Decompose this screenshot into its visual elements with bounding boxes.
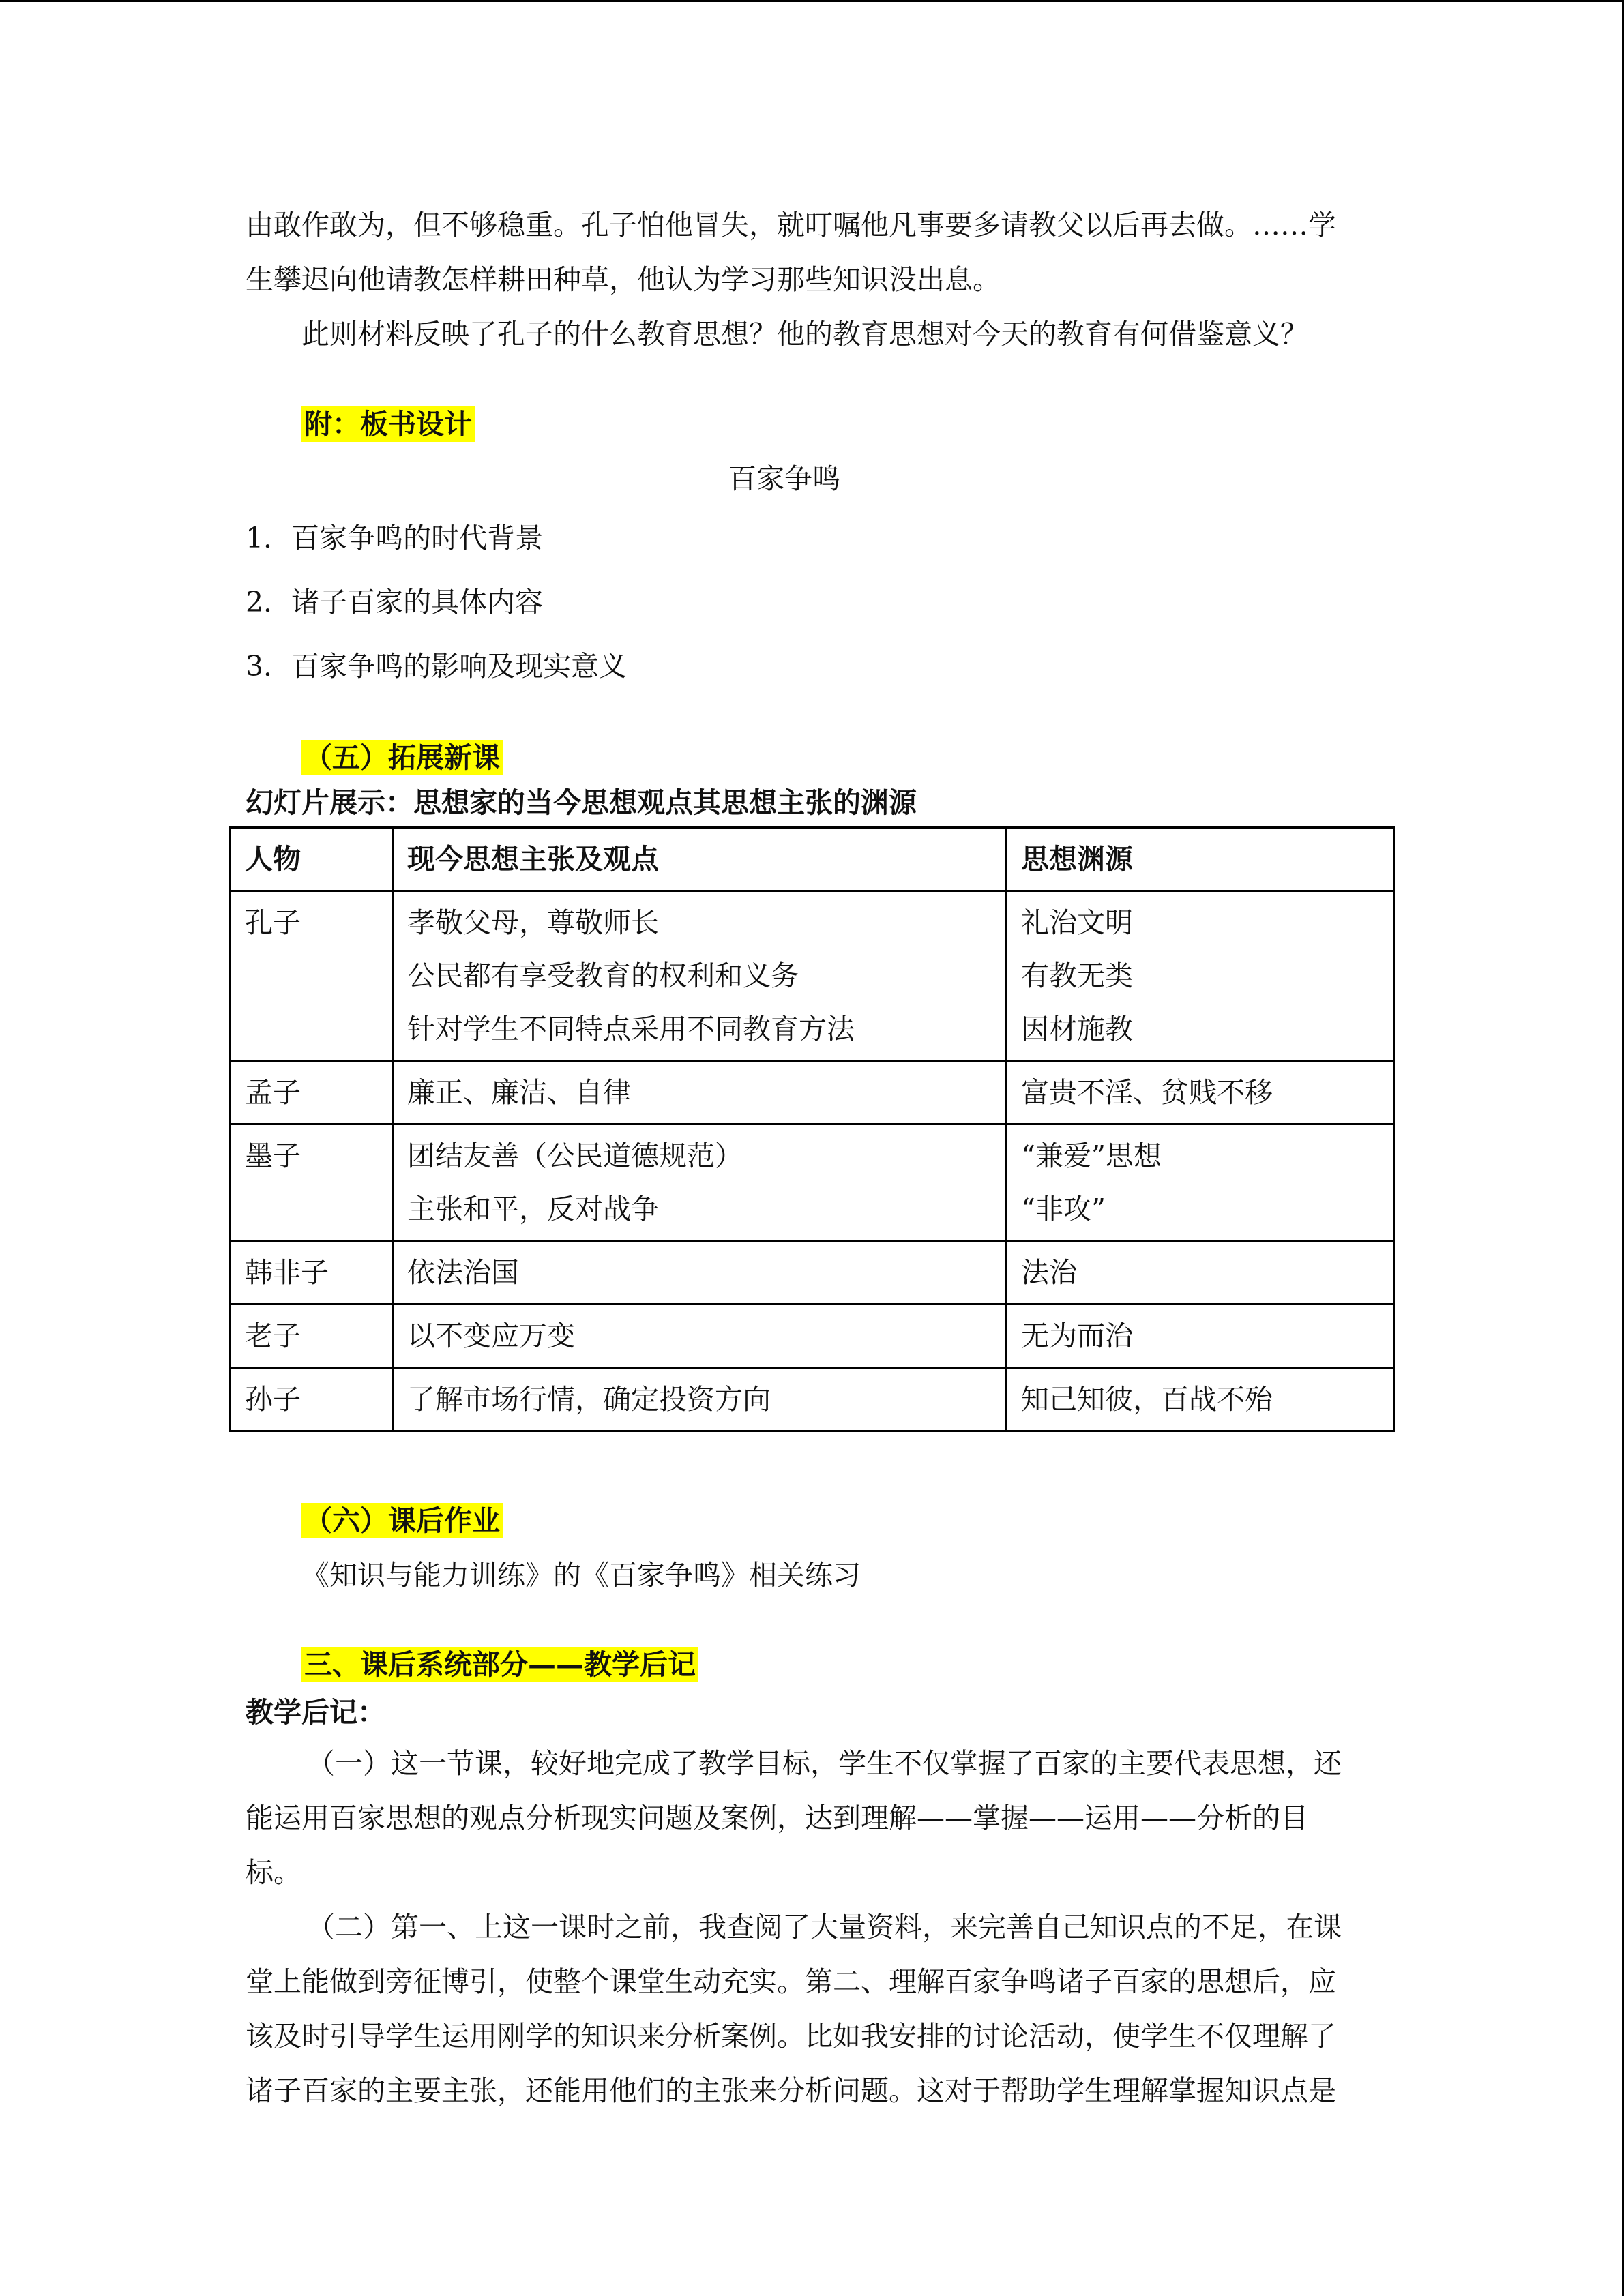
views-cell <box>393 891 1007 1061</box>
view-text: 团结友善（公民道德规范） <box>407 1139 743 1172</box>
spacer <box>246 1602 1364 1641</box>
source-text: 富贵不淫、贫贱不移 <box>1021 1076 1273 1109</box>
sources-cell <box>1007 1241 1394 1304</box>
homework-heading: （六）课后作业 <box>301 1503 503 1538</box>
extension-heading-line <box>246 734 1364 781</box>
table-row <box>231 1241 1394 1304</box>
board-heading-line <box>246 397 1364 451</box>
board-item-1: 1．百家争鸣的时代背景 <box>246 522 544 554</box>
reflection-p2-line1: （二）第一、上这一课时之前，我查阅了大量资料，来完善自己知识点的不足，在课 <box>307 1911 1342 1943</box>
source-text: 因材施教 <box>1021 1013 1133 1045</box>
board-item-3: 3．百家争鸣的影响及现实意义 <box>246 650 628 683</box>
header-views: 现今思想主张及观点 <box>393 828 1007 891</box>
homework-text: 《知识与能力训练》的《百家争鸣》相关练习 <box>301 1559 861 1592</box>
source-text: 有教无类 <box>1021 959 1133 992</box>
intro-line-1: 由敢作敢为，但不够稳重。孔子怕他冒失，就叮嘱他凡事要多请教父以后再去做。……学 <box>246 209 1336 241</box>
extension-heading: （五）拓展新课 <box>301 740 503 775</box>
source-text: 知己知彼，百战不殆 <box>1021 1383 1273 1416</box>
homework-heading-line <box>246 1493 1364 1548</box>
reflection-p2-line4: 诸子百家的主要主张，还能用他们的主张来分析问题。这对于帮助学生理解掌握知识点是 <box>246 2074 1336 2107</box>
person-cell: 老子 <box>231 1304 393 1368</box>
table-row <box>231 1368 1394 1431</box>
person-cell: 孔子 <box>231 891 393 1061</box>
view-text: 了解市场行情，确定投资方向 <box>407 1383 771 1416</box>
reflection-p2-line3: 该及时引导学生运用刚学的知识来分析案例。比如我安排的讨论活动，使学生不仅理解了 <box>246 2020 1336 2053</box>
reflection-p1-line1: （一）这一节课，较好地完成了教学目标，学生不仅掌握了百家的主要代表思想，还 <box>307 1747 1342 1780</box>
intro-question: 此则材料反映了孔子的什么教育思想？他的教育思想对今天的教育有何借鉴意义？ <box>301 318 1308 351</box>
view-text: 依法治国 <box>407 1256 519 1289</box>
table-row <box>231 1124 1394 1241</box>
table-row <box>231 891 1394 1061</box>
reflection-p1-line2: 能运用百家思想的观点分析现实问题及案例，达到理解——掌握——运用——分析的目 <box>246 1802 1308 1834</box>
person-cell: 孙子 <box>231 1368 393 1431</box>
sources-cell <box>1007 891 1394 1061</box>
reflection-heading: 三、课后系统部分——教学后记 <box>301 1647 698 1682</box>
page-border-top <box>0 0 1624 2</box>
views-cell <box>393 1241 1007 1304</box>
view-text: 廉正、廉洁、自律 <box>407 1076 631 1109</box>
header-person: 人物 <box>231 828 393 891</box>
sources-cell <box>1007 1124 1394 1241</box>
view-text: 针对学生不同特点采用不同教育方法 <box>407 1013 855 1045</box>
sources-cell <box>1007 1061 1394 1124</box>
view-text: 公民都有享受教育的权利和义务 <box>407 959 799 992</box>
source-text: 无为而治 <box>1021 1320 1133 1352</box>
reflection-p2-line2: 堂上能做到旁征博引，使整个课堂生动充实。第二、理解百家争鸣诸子百家的思想后，应 <box>246 1965 1336 1998</box>
table-header-row <box>231 828 1394 891</box>
view-text: 孝敬父母，尊敬师长 <box>407 906 659 939</box>
spacer <box>246 698 1364 734</box>
views-cell <box>393 1368 1007 1431</box>
header-sources: 思想渊源 <box>1007 828 1394 891</box>
source-text: 法治 <box>1021 1256 1077 1289</box>
spacer <box>246 1432 1364 1493</box>
view-text: 以不变应万变 <box>407 1320 575 1352</box>
reflection-p1-line3: 标。 <box>246 1856 301 1889</box>
board-item-2: 2．诸子百家的具体内容 <box>246 586 544 618</box>
source-text: “兼爱”思想 <box>1021 1139 1162 1172</box>
person-cell: 韩非子 <box>231 1241 393 1304</box>
reflection-label: 教学后记： <box>246 1696 385 1729</box>
source-text: “非攻” <box>1021 1193 1106 1225</box>
views-cell <box>393 1304 1007 1368</box>
reflection-heading-line <box>246 1641 1364 1688</box>
sources-cell <box>1007 1304 1394 1368</box>
board-heading: 附：板书设计 <box>301 406 475 442</box>
person-cell: 墨子 <box>231 1124 393 1241</box>
extension-caption: 幻灯片展示：思想家的当今思想观点其思想主张的渊源 <box>246 786 917 819</box>
person-cell: 孟子 <box>231 1061 393 1124</box>
intro-line-2: 生攀迟向他请教怎样耕田种草，他认为学习那些知识没出息。 <box>246 263 1001 296</box>
views-cell <box>393 1061 1007 1124</box>
table-row <box>231 1061 1394 1124</box>
document-body <box>246 198 1364 2118</box>
sources-cell <box>1007 1368 1394 1431</box>
source-text: 礼治文明 <box>1021 906 1133 939</box>
thinkers-table <box>229 826 1395 1432</box>
table-row <box>231 1304 1394 1368</box>
spacer <box>246 361 1364 397</box>
views-cell <box>393 1124 1007 1241</box>
board-title: 百家争鸣 <box>728 462 840 495</box>
view-text: 主张和平，反对战争 <box>407 1193 659 1225</box>
